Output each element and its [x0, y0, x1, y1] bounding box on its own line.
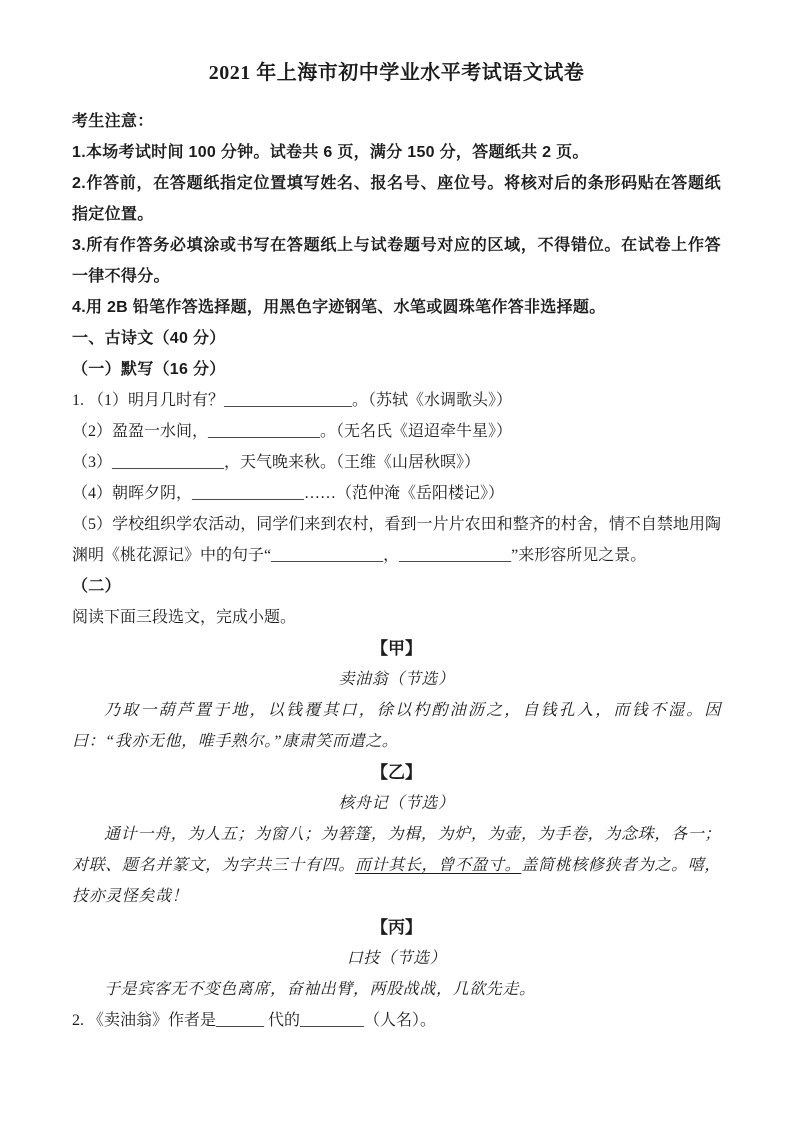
notice-item-4: 4.用 2B 铅笔作答选择题，用黑色字迹钢笔、水笔或圆珠笔作答非选择题。: [72, 299, 606, 316]
notice-item-1: 1.本场考试时间 100 分钟。试卷共 6 页，满分 150 分，答题纸共 2 页。: [72, 144, 589, 161]
reading-intro: 阅读下面三段选文，完成小题。: [72, 609, 297, 626]
notice-heading: 考生注意：: [72, 113, 154, 130]
passage-yi-title: 核舟记（节选）: [338, 795, 455, 812]
passage-jia-title: 卖油翁（节选）: [338, 671, 455, 688]
dictation-item-1: 1. （1）明月几时有？________________。（苏轼《水调歌头》）: [72, 392, 513, 409]
dictation-item-5: （5）学校组织学农活动，同学们来到农村，看到一片片农田和整齐的村舍，情不自禁地用陶渊明《桃花源记》中的句子“______________，______________”来形容所见之景。: [72, 516, 721, 564]
passage-yi-text-underlined: 而计其长，曾不盈寸。: [354, 857, 522, 874]
passage-bing-text: [72, 974, 721, 1005]
passage-jia-text: [72, 695, 721, 757]
passage-yi-text-main: 通计一舟，为人五；为窗八；为箬篷，为楫，为炉，为壶，为手卷，为念珠，各一；对联、题名并篆文，为字共三十有四。: [72, 826, 721, 874]
passage-jia-mark: 【甲】: [371, 639, 422, 658]
passage-bing-mark: 【丙】: [371, 918, 422, 937]
passage-jia-text-main: 乃取一葫芦置于地，以钱覆其口，徐以杓酌油沥之，自钱孔入，而钱不湿。因曰：“我亦无他，唯手熟尔。”康肃笑而遣之。: [72, 702, 721, 750]
subsection-2-heading: （二）: [72, 578, 121, 595]
page-title: 2021 年上海市初中学业水平考试语文试卷: [208, 62, 585, 84]
passage-yi-text-after: 盖简桃核修狭者为之。嘻，技亦灵怪矣哉！: [72, 857, 721, 905]
passage-bing-text-main: 于是宾客无不变色离席，奋袖出臂，两股战战，几欲先走。: [104, 981, 536, 998]
notice-item-2: 2.作答前，在答题纸指定位置填写姓名、报名号、座位号。将核对后的条形码贴在答题纸指定位置。: [72, 175, 721, 223]
section-1-heading: 一、古诗文（40 分）: [72, 330, 226, 347]
dictation-item-2: （2）盈盈一水间，______________。（无名氏《迢迢牵牛星》）: [72, 423, 513, 440]
notice-item-3: 3.所有作答务必填涂或书写在答题纸上与试卷题号对应的区域，不得错位。在试卷上作答一律不得分。: [72, 237, 721, 285]
dictation-item-3: （3）______________，天气晚来秋。（王维《山居秋暝》）: [72, 454, 481, 471]
passage-bing-title: 口技（节选）: [346, 950, 447, 967]
passage-yi-text: [72, 819, 721, 912]
subsection-1-heading: （一）默写（16 分）: [72, 361, 226, 378]
question-2: 2. 《卖油翁》作者是______ 代的________（人名）。: [72, 1012, 437, 1029]
passage-yi-mark: 【乙】: [371, 763, 422, 782]
dictation-item-4: （4）朝晖夕阴，______________……（范仲淹《岳阳楼记》）: [72, 485, 505, 502]
